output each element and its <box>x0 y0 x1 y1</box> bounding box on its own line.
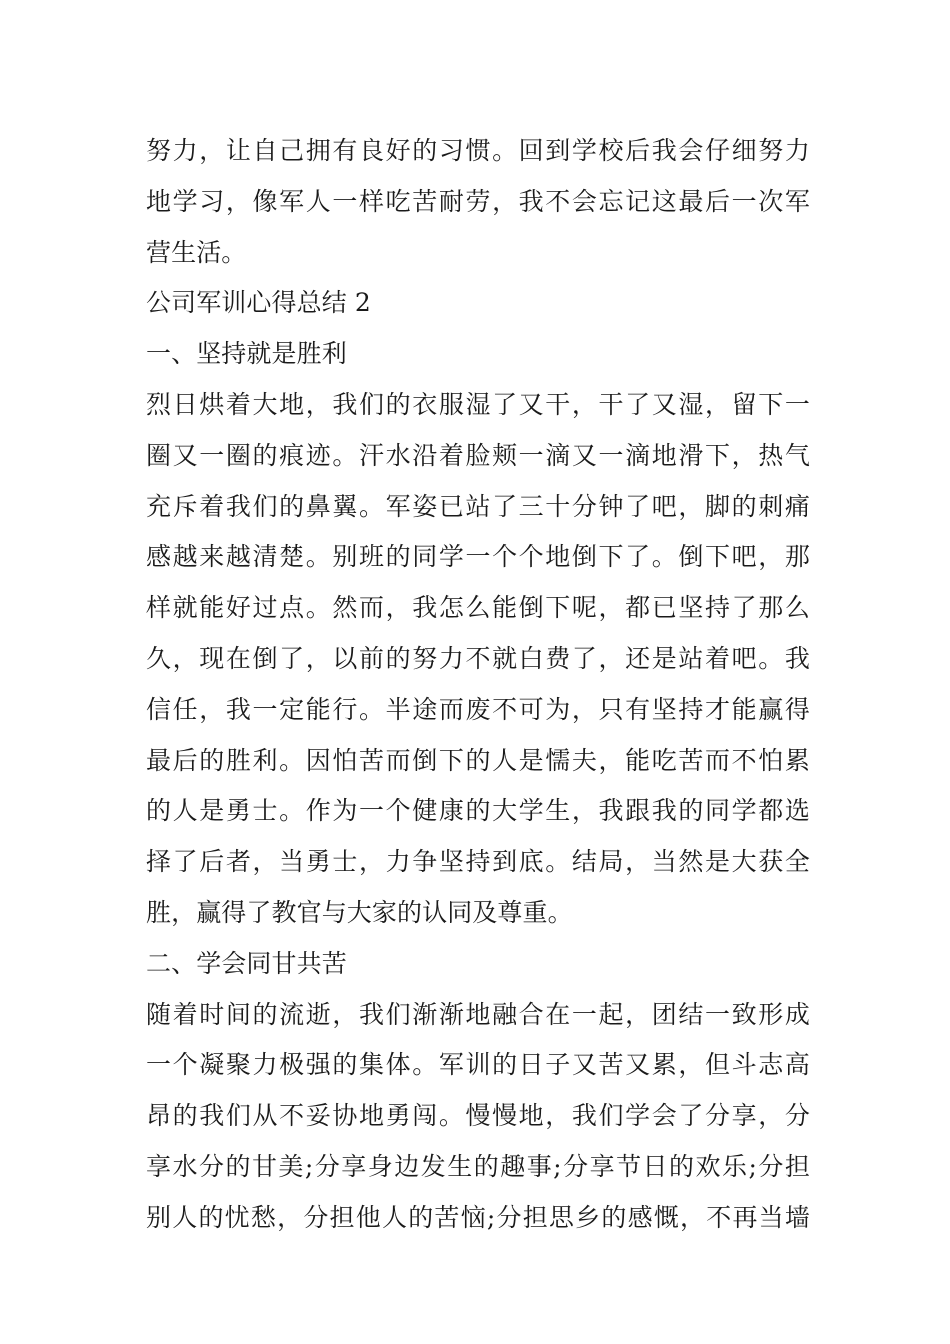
text-line: 努力，让自己拥有良好的习惯。回到学校后我会仔细努力 <box>146 136 810 165</box>
text-line: 一个凝聚力极强的集体。军训的日子又苦又累，但斗志高 <box>146 1050 810 1080</box>
text-line: 充斥着我们的鼻翼。军姿已站了三十分钟了吧，脚的刺痛 <box>146 491 810 521</box>
text-line: 最后的胜利。因怕苦而倒下的人是懦夫，能吃苦而不怕累 <box>146 745 810 775</box>
text-line: 地学习，像军人一样吃苦耐劳，我不会忘记这最后一次军 <box>146 186 810 216</box>
text-line: 信任，我一定能行。半途而废不可为，只有坚持才能赢得 <box>146 694 810 724</box>
text-line: 别人的忧愁，分担他人的苦恼;分担思乡的感慨，不再当墙 <box>146 1202 810 1232</box>
text-line: 久，现在倒了，以前的努力不就白费了，还是站着吧。我 <box>146 643 810 673</box>
document-body <box>146 126 810 1244</box>
text-line: 圈又一圈的痕迹。汗水沿着脸颊一滴又一滴地滑下，热气 <box>146 440 810 470</box>
text-line: 随着时间的流逝，我们渐渐地融合在一起，团结一致形成 <box>146 999 810 1029</box>
text-line: 胜，赢得了教官与大家的认同及尊重。 <box>146 897 573 927</box>
section-heading: 一、坚持就是胜利 <box>146 339 347 369</box>
text-line: 样就能好过点。然而，我怎么能倒下呢，都已坚持了那么 <box>146 593 810 623</box>
section-title: 公司军训心得总结 2 <box>146 288 371 318</box>
text-line: 烈日烘着大地，我们的衣服湿了又干，干了又湿，留下一 <box>146 389 810 419</box>
text-line: 择了后者，当勇士，力争坚持到底。结局，当然是大获全 <box>146 847 810 877</box>
text-line: 享水分的甘美;分享身边发生的趣事;分享节日的欢乐;分担 <box>146 1151 810 1181</box>
section-heading: 二、学会同甘共苦 <box>146 948 347 978</box>
text-line: 营生活。 <box>146 237 247 267</box>
text-line: 的人是勇士。作为一个健康的大学生，我跟我的同学都选 <box>146 796 810 826</box>
text-line: 昂的我们从不妥协地勇闯。慢慢地，我们学会了分享，分 <box>146 1101 810 1131</box>
text-line: 感越来越清楚。别班的同学一个个地倒下了。倒下吧，那 <box>146 542 810 572</box>
